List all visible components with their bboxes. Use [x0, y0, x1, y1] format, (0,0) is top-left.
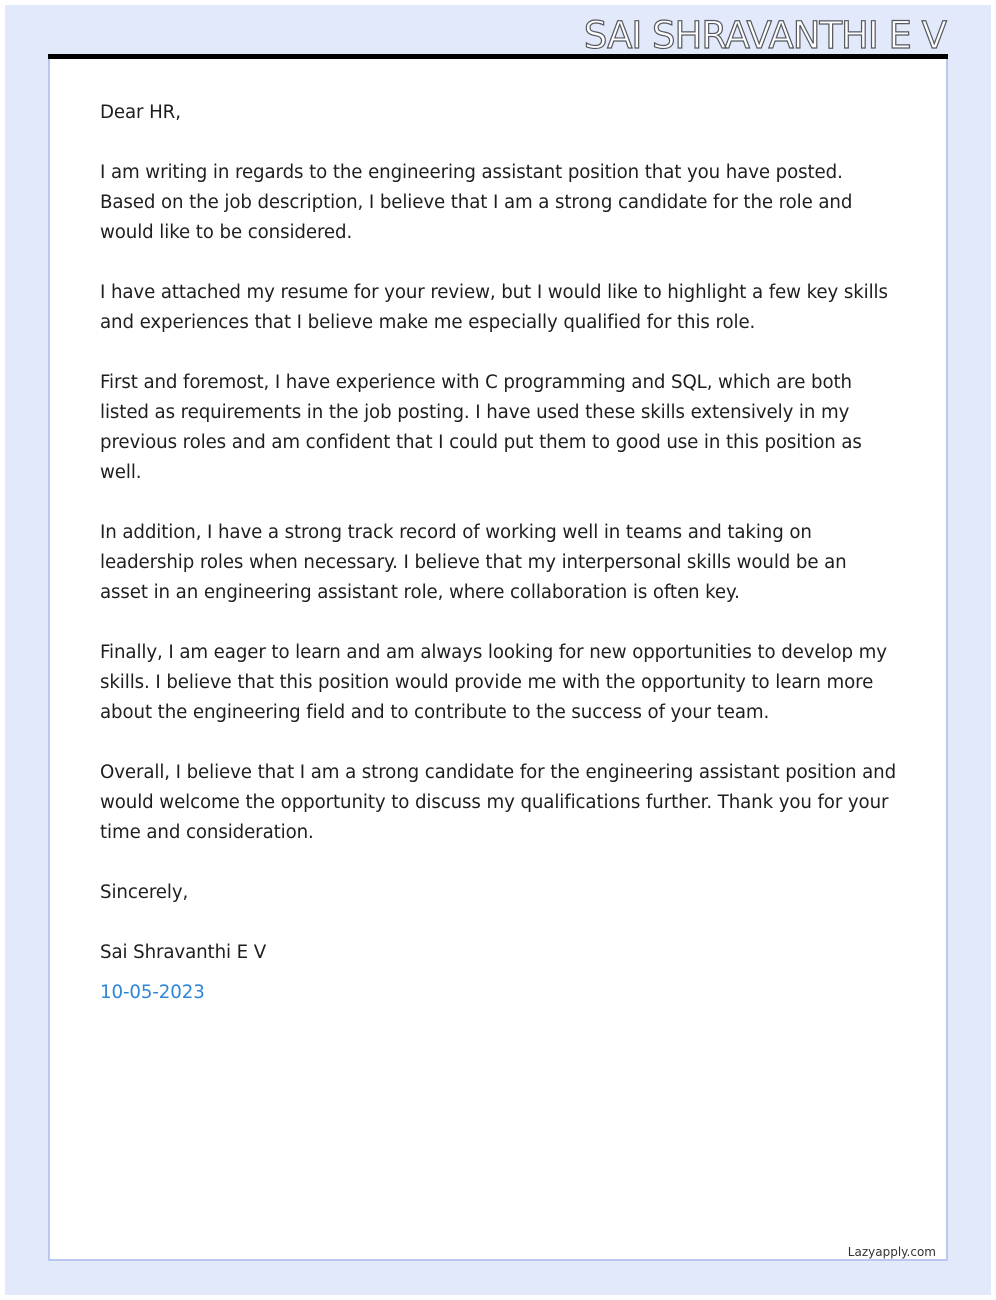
letter-date: 10-05-2023: [100, 982, 205, 1003]
closing: Sincerely,: [100, 882, 189, 903]
paragraph-resume: I have attached my resume for your review, but I would like to highlight a few key skills and experiences that I believe make me especially qualified for this role.: [100, 282, 888, 333]
paragraph-learning: Finally, I am eager to learn and am always looking for new opportunities to develop my skills. I believe that this position would provide me with the opportunity to learn more about the engineering field and to contribute to the success of your team.: [100, 642, 887, 723]
paragraph-technical-skills: First and foremost, I have experience with C programming and SQL, which are both listed as requirements in the job posting. I have used these skills extensively in my previous roles and am confident that I could put them to good use in this position as well.: [100, 372, 862, 483]
cover-letter-body: [100, 98, 900, 1008]
signature-name: Sai Shravanthi E V: [100, 942, 267, 963]
paragraph-teamwork: In addition, I have a strong track record of working well in teams and taking on leadership roles when necessary. I believe that my interpersonal skills would be an asset in an engineering assistant role, where collaboration is often key.: [100, 522, 847, 603]
salutation: Dear HR,: [100, 102, 181, 123]
footer-brand: Lazyapply.com: [847, 1245, 936, 1259]
applicant-name-header: SAI SHRAVANTHI E V: [583, 14, 946, 57]
paragraph-intro: I am writing in regards to the engineering assistant position that you have posted. Based on the job description, I believe that I am a strong candidate for the role and would like to be considered.: [100, 162, 853, 243]
paragraph-conclusion: Overall, I believe that I am a strong candidate for the engineering assistant position and would welcome the opportunity to discuss my qualifications further. Thank you for your time and consideration.: [100, 762, 897, 843]
